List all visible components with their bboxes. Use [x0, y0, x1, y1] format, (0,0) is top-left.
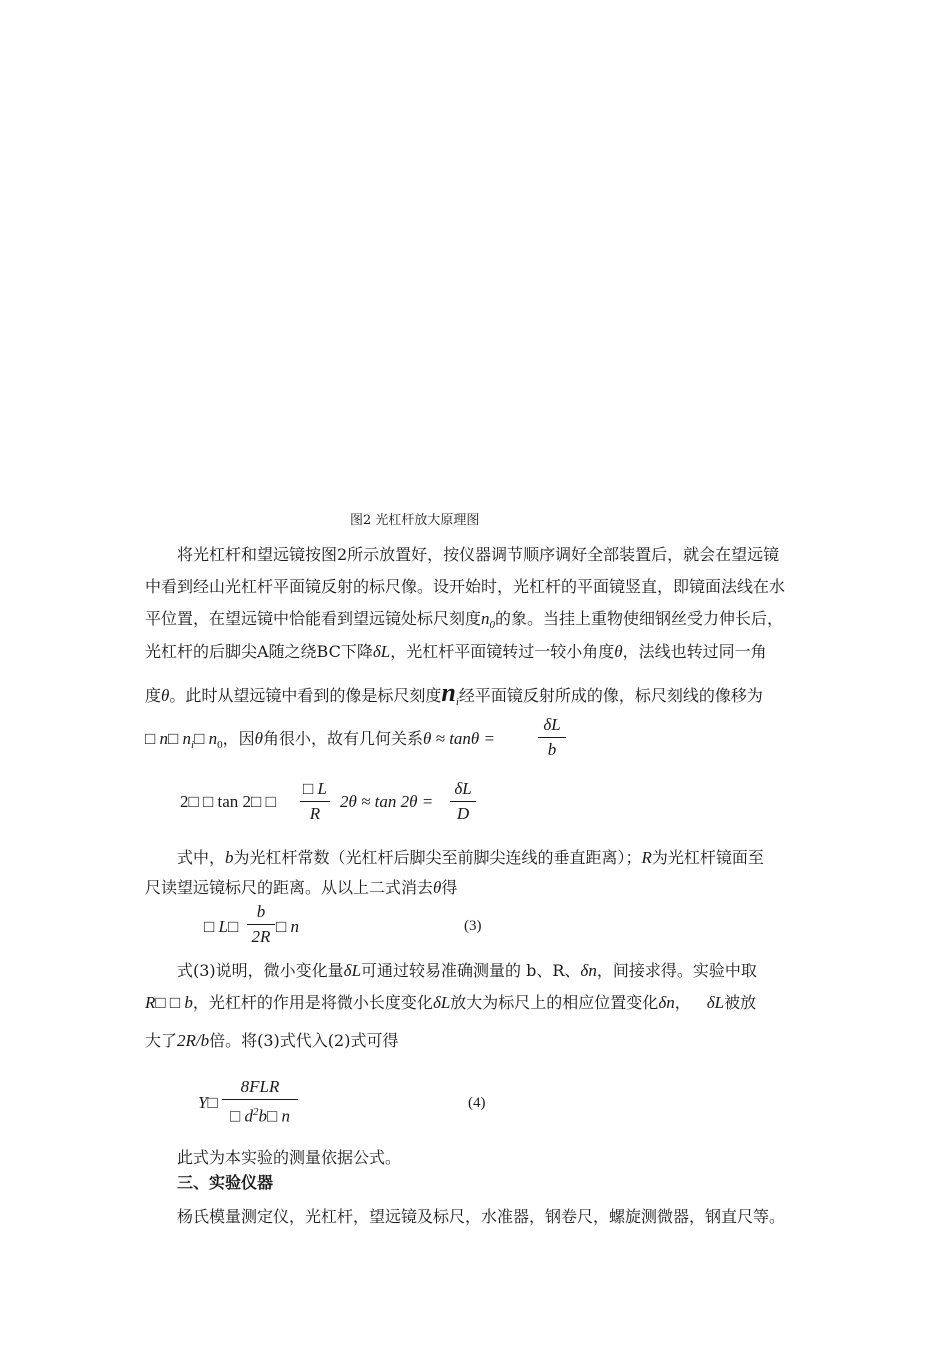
paragraph-1-line-3: 平位置，在望远镜中恰能看到望远镜处标尺刻度$n_0$的象。当挂上重物使细钢丝受力伸长后， [145, 609, 784, 632]
paragraph-2-line-1: 式中，b为光杠杆常数（光杠杆后脚尖至前脚尖连线的垂直距离）；R为光杠杆镜面至 [177, 848, 764, 867]
equation-3-lhs: □ L□ [204, 917, 239, 936]
section-heading: 三、实验仪器 [177, 1173, 274, 1192]
equation-2-fraction-1: □ L R [300, 780, 330, 823]
equation-3-fraction: b 2R [247, 903, 275, 946]
paragraph-3-line-3: 大了2R/b倍。将(3)式代入(2)式可得 [145, 1031, 399, 1050]
equation-3-number: (3) [464, 918, 482, 934]
equation-4-fraction: 8FLR □ $d^2b□$ n [222, 1078, 298, 1126]
paragraph-4: 此式为本实验的测量依据公式。 [177, 1148, 402, 1167]
paragraph-3-line-2: R□ □ b，光杠杆的作用是将微小长度变化δL放大为标尺上的相应位置变化δn， δL被放 [145, 993, 757, 1012]
figure-caption: 图2 光杠杆放大原理图 [350, 513, 480, 528]
equation-4-number: (4) [468, 1095, 486, 1111]
equation-1-fraction: δL b [538, 716, 566, 759]
equation-1-text: □ n□ $n_i□$ $n_0$，因θ角很小，故有几何关系θ ≈ tanθ = [145, 729, 496, 752]
paragraph-5: 杨氏模量测定仪，光杠杆，望远镜及标尺，水准器，钢卷尺，螺旋测微器，钢直尺等。 [177, 1207, 786, 1226]
paragraph-1-line-4: 光杠杆的后脚尖A随之绕BC下降δL，光杠杆平面镜转过一较小角度θ，法线也转过同一角 [145, 642, 767, 661]
equation-2-fraction-2: δL D [450, 780, 476, 823]
equation-2-middle: 2θ ≈ tan 2θ = [340, 792, 434, 811]
equation-4-lhs: Y□ [198, 1093, 218, 1112]
paragraph-3-line-1: 式(3)说明，微小变化量δL可通过较易准确测量的 b、R、δn，间接求得。实验中取 [177, 961, 757, 980]
paragraph-1-line-2: 中看到经山光杠杆平面镜反射的标尺像。设开始时，光杠杆的平面镜竖直，即镜面法线在水 [145, 577, 786, 596]
equation-2-lhs: 2□ □ tan 2□ □ [180, 792, 276, 811]
paragraph-2-line-2: 尺读望远镜标尺的距离。从以上二式消去θ得 [145, 878, 458, 897]
paragraph-1-line-5: 度θ。此时从望远镜中看到的像是标尺刻度$n_i$经平面镜反射所成的像，标尺刻线的像移为 [145, 678, 763, 709]
paragraph-1-line-1: 将光杠杆和望远镜按图2所示放置好，按仪器调节顺序调好全部装置后，就会在望远镜 [177, 545, 780, 564]
equation-3-rhs: □ n [276, 917, 300, 936]
